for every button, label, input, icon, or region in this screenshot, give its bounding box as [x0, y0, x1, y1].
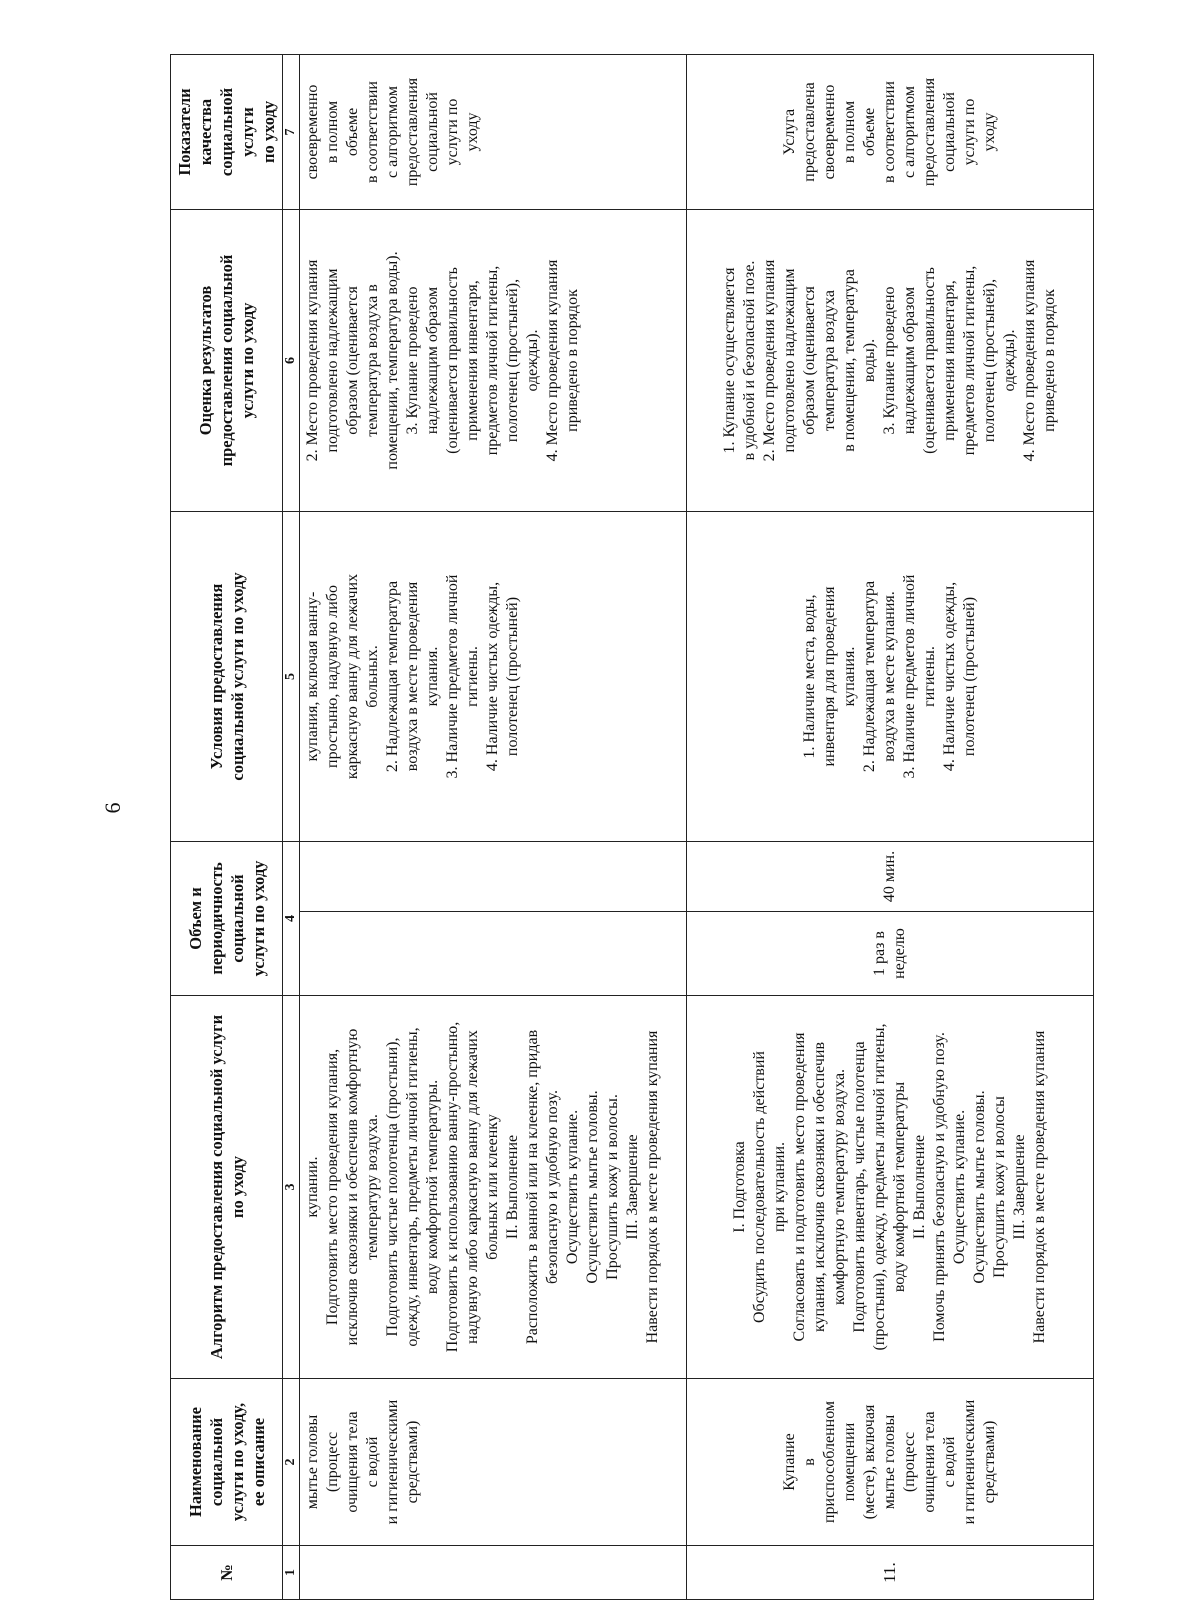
text-line: надлежащим образом	[901, 286, 918, 435]
text-line: Подготовить к использованию ванну-простыню,	[444, 1021, 461, 1353]
services-table	[170, 54, 1094, 1600]
text-line: образом (оценивается	[801, 286, 818, 435]
text-line: социальной	[941, 92, 958, 172]
text-line: социальной услуги по уходу	[227, 572, 247, 781]
header-row	[171, 54, 283, 1599]
column-number-row	[283, 54, 300, 1599]
text-line: Осуществить купание.	[564, 1109, 581, 1265]
text-line: I. Подготовка	[731, 1141, 748, 1233]
text-line: услуги	[238, 107, 257, 157]
text-line: воздуха в месте проведения	[404, 581, 421, 772]
text-line: Согласовать и подготовить место проведения	[791, 1032, 808, 1342]
text-line: предметов личной гигиены,	[961, 265, 978, 456]
text-line: (простыни), одежду, предметы личной гигиены,	[871, 1023, 888, 1351]
column-number: 2	[283, 1379, 300, 1546]
text-line: предоставления социальной	[217, 254, 236, 467]
text-line: (процесс	[901, 1431, 918, 1493]
text-line: температуру воздуха.	[364, 1114, 381, 1260]
column-number: 3	[283, 996, 300, 1379]
text-line: Подготовить инвентарь, чистые полотенца	[851, 1041, 868, 1333]
header-conditions	[171, 511, 283, 841]
text-line: полотенец (простыней),	[504, 278, 521, 443]
text-line: 3. Наличие предметов личной	[444, 574, 461, 779]
text-line: в соответствии	[364, 81, 381, 183]
text-line: 3. Купание проведено	[404, 286, 421, 435]
text-line: Услуга	[781, 108, 798, 156]
text-line: купания.	[424, 646, 441, 707]
text-line: приведено в порядок	[1041, 289, 1058, 432]
text-line: II. Выполнение	[911, 1134, 928, 1240]
text-line: Наименование	[185, 1407, 205, 1517]
text-line: III. Завершение	[1011, 1134, 1028, 1240]
text-line: Просушить кожу и волосы	[991, 1096, 1008, 1278]
text-line: помещении, температура воды).	[384, 251, 401, 470]
algorithm-cell	[300, 996, 687, 1379]
text-line: и гигиеническими	[961, 1399, 978, 1525]
column-number: 7	[283, 54, 300, 209]
table-row	[687, 54, 1094, 1599]
text-line: по уходу	[227, 1155, 247, 1219]
text-line: с водой	[941, 1436, 958, 1488]
text-line: Показатели	[175, 88, 194, 176]
text-line: надлежащим образом	[424, 286, 441, 435]
text-line: купания, включая ванну-	[304, 591, 321, 762]
text-line: объеме	[861, 107, 878, 157]
text-line: очищения тела	[344, 1411, 361, 1513]
table-row	[300, 54, 687, 1599]
frequency-cell	[300, 912, 687, 996]
text-line: Обсудить последовательность действий	[751, 1051, 768, 1323]
text-line: купании.	[304, 1156, 321, 1218]
page-number: 6	[100, 802, 125, 814]
text-line: 2. Место проведения купания	[304, 259, 321, 462]
text-line: воду комфортной температуры.	[424, 1079, 441, 1295]
row-index: 11.	[687, 1546, 1094, 1600]
text-line: социальной	[424, 92, 441, 172]
text-line: температура воздуха	[821, 290, 838, 431]
text-line: в полном	[841, 100, 858, 164]
column-number: 5	[283, 511, 300, 841]
text-line: уходу	[464, 112, 481, 152]
text-line: полотенец (простыней),	[981, 278, 998, 443]
header-service-name	[171, 1379, 283, 1546]
text-line: услуги по уходу,	[227, 1402, 247, 1522]
header-algorithm	[171, 996, 283, 1379]
text-line: (месте), включая	[861, 1404, 878, 1520]
text-line: больных.	[364, 645, 381, 708]
text-line: уходу	[981, 112, 998, 152]
text-line: 4. Место проведения купания	[1021, 259, 1038, 462]
text-line: в удобной и безопасной позе.	[741, 260, 758, 461]
service-name-cell	[687, 1379, 1094, 1546]
row-index	[300, 1546, 687, 1600]
text-line: приспособленном	[821, 1400, 838, 1524]
conditions-cell	[687, 511, 1094, 841]
text-line: своевременно	[821, 84, 838, 180]
text-line: Навести порядок в месте проведения купания	[1031, 1030, 1048, 1344]
text-line: 3. Купание проведено	[881, 286, 898, 435]
text-line: подготовлено надлежащим	[324, 268, 341, 453]
text-line: полотенец (простыней)	[961, 596, 978, 757]
text-line: Просушить кожу и волосы.	[604, 1094, 621, 1280]
text-line: услуги по уходу	[238, 302, 257, 419]
text-line: очищения тела	[921, 1411, 938, 1513]
text-line: 2. Место проведения купания	[761, 259, 778, 462]
text-line: предоставления	[404, 77, 421, 187]
text-line: Алгоритм предоставления социальной услуги	[206, 1014, 226, 1360]
text-line: применения инвентаря,	[464, 280, 481, 441]
text-line: Купание	[781, 1433, 798, 1491]
text-line: 4. Наличие чистых одежды,	[484, 581, 501, 772]
header-volume-frequency	[171, 841, 283, 995]
text-line: Осуществить купание.	[951, 1109, 968, 1265]
text-line: инвентаря для проведения	[821, 586, 838, 767]
text-line: 4. Наличие чистых одежды,	[941, 581, 958, 772]
text-line: услуги по	[961, 98, 978, 166]
text-line: социальной	[217, 87, 236, 177]
text-line: качества	[196, 98, 215, 166]
text-line: надувную либо каркасную ванну для лежачих	[464, 1030, 481, 1344]
text-line: (оценивается правильность	[921, 267, 938, 454]
text-line: Подготовить чистые полотенца (простыни),	[384, 1037, 401, 1337]
text-line: по уходу	[259, 100, 278, 164]
text-line: применения инвентаря,	[941, 280, 958, 441]
evaluation-cell	[687, 209, 1094, 511]
text-line: услуги по	[444, 98, 461, 166]
text-line: 1. Купание осуществляется	[721, 267, 738, 454]
text-line: 2. Надлежащая температура	[861, 580, 878, 773]
text-line: купания, исключив сквозняки и обеспечив	[811, 1041, 828, 1333]
text-line: Навести порядок в месте проведения купания	[644, 1030, 661, 1344]
text-line: с алгоритмом	[384, 85, 401, 178]
text-line: Осуществить мытье головы.	[584, 1090, 601, 1284]
text-line: одежды).	[1001, 329, 1018, 392]
text-line: 1. Наличие места, воды,	[801, 594, 818, 759]
text-line: в соответствии	[881, 81, 898, 183]
text-line: мытье головы	[881, 1414, 898, 1510]
text-line: с алгоритмом	[901, 85, 918, 178]
text-line: Осуществить мытье головы.	[971, 1090, 988, 1284]
volume-cell: 40 мин.	[687, 841, 1094, 911]
rotated-page-content	[170, 55, 1170, 1600]
text-line: Оценка результатов	[196, 285, 215, 436]
text-line: (процесс	[324, 1431, 341, 1493]
text-line: социальной	[206, 1417, 226, 1507]
text-line: и гигиеническими	[384, 1399, 401, 1525]
algorithm-cell	[687, 996, 1094, 1379]
text-line: безопасную и удобную позу.	[544, 1089, 561, 1285]
text-line: III. Завершение	[624, 1134, 641, 1240]
header-number: №	[171, 1546, 283, 1600]
text-line: гигиены.	[464, 646, 481, 707]
text-line: купания.	[841, 646, 858, 707]
text-line: объеме	[344, 107, 361, 157]
quality-cell	[300, 54, 687, 209]
text-line: неделю	[891, 928, 908, 979]
text-line: предоставления	[921, 77, 938, 187]
text-line: социальной	[227, 874, 247, 963]
text-line: приведено в порядок	[564, 289, 581, 432]
text-line: ее описание	[248, 1417, 268, 1507]
text-line: мытье головы	[304, 1414, 321, 1510]
service-name-cell	[300, 1379, 687, 1546]
header-evaluation	[171, 209, 283, 511]
text-line: помещении	[841, 1422, 858, 1502]
text-line: Объем и	[185, 887, 205, 950]
text-line: II. Выполнение	[504, 1134, 521, 1240]
text-line: предоставлена	[801, 82, 818, 182]
text-line: воздуха в месте купания.	[881, 591, 898, 762]
text-line: периодичность	[206, 862, 226, 975]
text-line: в	[801, 1458, 818, 1466]
conditions-cell	[300, 511, 687, 841]
column-number: 4	[283, 841, 300, 995]
text-line: 4. Место проведения купания	[544, 259, 561, 462]
text-line: подготовлено надлежащим	[781, 268, 798, 453]
text-line: услуги по уходу	[248, 860, 268, 977]
text-line: в помещении, температура	[841, 269, 858, 452]
column-number: 6	[283, 209, 300, 511]
text-line: полотенец (простыней)	[504, 596, 521, 757]
text-line: воду комфортной температуры	[891, 1081, 908, 1293]
frequency-cell	[687, 912, 1094, 996]
text-line: предметов личной гигиены,	[484, 265, 501, 456]
volume-cell	[300, 841, 687, 911]
column-number: 1	[283, 1546, 300, 1600]
text-line: 1 раз в	[871, 931, 888, 976]
text-line: Помочь принять безопасную и удобную позу.	[931, 1032, 948, 1342]
text-line: каркасную ванну для лежачих	[344, 573, 361, 780]
text-line: температура воздуха в	[364, 284, 381, 437]
text-line: воды).	[861, 338, 878, 383]
text-line: 3. Наличие предметов личной	[901, 574, 918, 779]
text-line: образом (оценивается	[344, 286, 361, 435]
text-line: одежды).	[524, 329, 541, 392]
text-line: с водой	[364, 1436, 381, 1488]
text-line: средствами)	[404, 1420, 421, 1504]
text-line: простыню, надувную либо	[324, 585, 341, 768]
text-line: Подготовить место проведения купания,	[324, 1048, 341, 1326]
text-line: гигиены.	[921, 646, 938, 707]
text-line: своевременно	[304, 84, 321, 180]
header-quality	[171, 54, 283, 209]
text-line: исключив сквозняки и обеспечив комфортную	[344, 1028, 361, 1346]
text-line: Расположить в ванной или на клеенке, придав	[524, 1029, 541, 1345]
evaluation-cell	[300, 209, 687, 511]
text-line: Условия предоставления	[206, 583, 226, 770]
text-line: комфортную температуру воздуха.	[831, 1068, 848, 1306]
text-line: (оценивается правильность	[444, 267, 461, 454]
text-line: одежду, инвентарь, предметы личной гигиены,	[404, 1027, 421, 1347]
quality-cell	[687, 54, 1094, 209]
text-line: при купании.	[771, 1141, 788, 1233]
text-line: средствами)	[981, 1420, 998, 1504]
text-line: в полном	[324, 100, 341, 164]
text-line: больных или клеенку	[484, 1114, 501, 1260]
text-line: 2. Надлежащая температура	[384, 580, 401, 773]
